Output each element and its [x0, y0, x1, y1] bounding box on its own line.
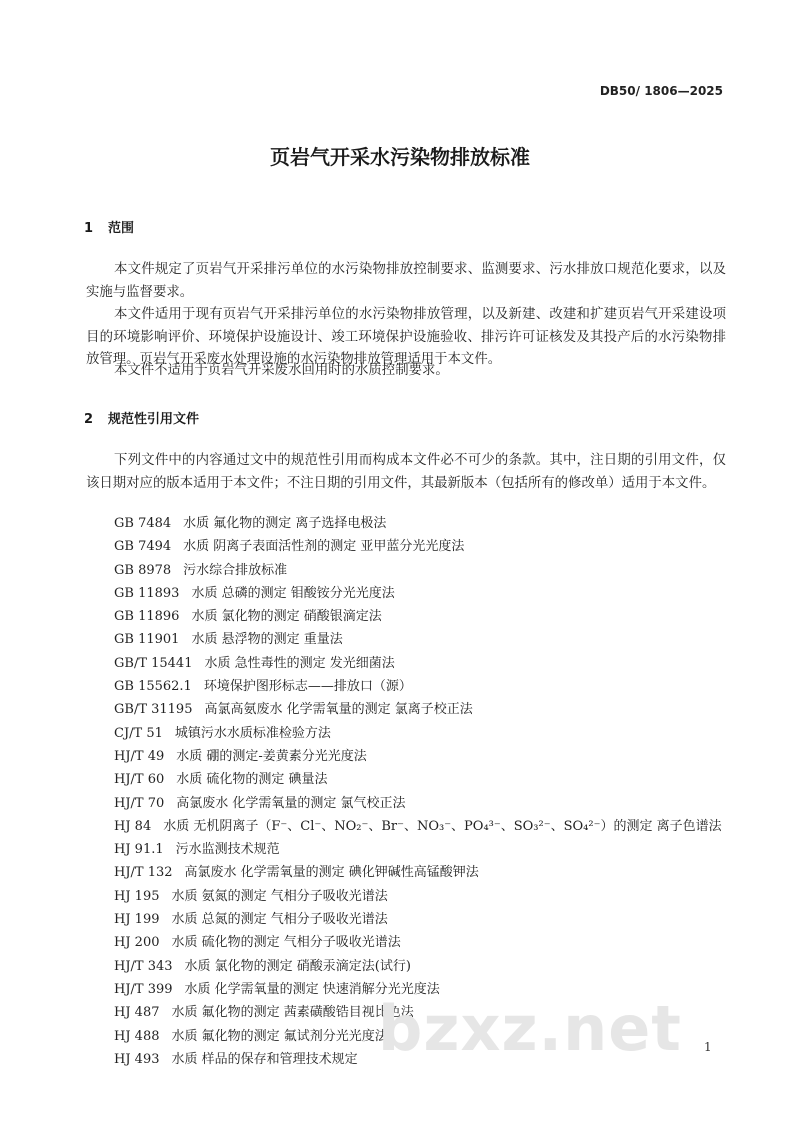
- reference-title: 水质 氟化物的测定 氟试剂分光光度法: [171, 1028, 388, 1044]
- reference-title: 高氯高氨废水 化学需氧量的测定 氯离子校正法: [204, 702, 473, 718]
- reference-code: CJ/T 51: [114, 725, 163, 741]
- reference-title: 高氯废水 化学需氧量的测定 碘化钾碱性高锰酸钾法: [184, 865, 479, 881]
- reference-item: [114, 535, 734, 558]
- reference-code: GB/T 31195: [114, 702, 193, 718]
- reference-title: 环境保护图形标志——排放口（源）: [203, 679, 412, 695]
- section-1-title: 范围: [108, 221, 135, 236]
- reference-title: 水质 硼的测定-姜黄素分光光度法: [176, 748, 367, 764]
- reference-title: 水质 悬浮物的测定 重量法: [191, 632, 343, 648]
- reference-title: 水质 阴离子表面活性剂的测定 亚甲蓝分光光度法: [183, 539, 465, 555]
- reference-item: [114, 931, 734, 954]
- reference-code: HJ/T 49: [114, 748, 165, 764]
- reference-title: 水质 硫化物的测定 气相分子吸收光谱法: [171, 935, 401, 951]
- page-number: 1: [704, 1040, 712, 1054]
- section-2-intro: 下列文件中的内容通过文中的规范性引用而构成本文件必不可少的条款。其中，注日期的引用文件，仅该日期对应的版本适用于本文件；不注日期的引用文件，其最新版本（包括所有的修改单）适用于本文件。: [86, 453, 726, 491]
- reference-title: 污水监测技术规范: [175, 842, 280, 858]
- section-2-number: 2: [84, 412, 94, 427]
- reference-title: 高氯废水 化学需氧量的测定 氯气校正法: [176, 795, 406, 811]
- reference-item: [114, 745, 734, 768]
- section-2-title: 规范性引用文件: [108, 412, 200, 427]
- reference-item: [114, 605, 734, 628]
- watermark: bzxz.net: [378, 992, 682, 1065]
- reference-item: [114, 559, 734, 582]
- reference-code: GB 15562.1: [114, 679, 192, 695]
- reference-title: 城镇污水水质标准检验方法: [174, 725, 331, 741]
- reference-code: HJ/T 60: [114, 772, 165, 788]
- reference-code: GB 11901: [114, 632, 180, 648]
- reference-title: 水质 硫化物的测定 碘量法: [176, 772, 328, 788]
- reference-code: HJ 199: [114, 912, 160, 928]
- reference-item: [114, 792, 734, 815]
- reference-code: HJ 84: [114, 818, 152, 834]
- reference-code: GB 7484: [114, 516, 172, 531]
- reference-title: 水质 氯化物的测定 硝酸银滴定法: [191, 609, 382, 625]
- reference-title: 水质 总磷的测定 钼酸铵分光光度法: [191, 585, 395, 601]
- reference-item: [114, 722, 734, 745]
- reference-title: 水质 氨氮的测定 气相分子吸收光谱法: [171, 888, 388, 904]
- reference-code: HJ 487: [114, 1005, 160, 1021]
- reference-item: [114, 698, 734, 721]
- reference-code: HJ/T 132: [114, 865, 173, 881]
- section-1-paragraph-1: 本文件规定了页岩气开采排污单位的水污染物排放控制要求、监测要求、污水排放口规范化要求，以及实施与监督要求。: [86, 262, 726, 300]
- reference-code: HJ 195: [114, 888, 160, 904]
- section-1-heading: [84, 217, 134, 236]
- reference-title: 水质 急性毒性的测定 发光细菌法: [204, 655, 395, 671]
- reference-code: HJ 493: [114, 1051, 160, 1067]
- reference-item: [114, 861, 734, 884]
- reference-item: [114, 628, 734, 651]
- reference-title: 水质 总氮的测定 气相分子吸收光谱法: [171, 912, 388, 928]
- reference-code: GB 7494: [114, 539, 172, 555]
- reference-code: HJ/T 343: [114, 958, 173, 974]
- reference-title: 水质 无机阴离子（F⁻、Cl⁻、NO₂⁻、Br⁻、NO₃⁻、PO₄³⁻、SO₃²⁻、SO₄²⁻）的测定 离子色谱法: [163, 818, 722, 834]
- reference-item: [114, 908, 734, 931]
- reference-item: [114, 652, 734, 675]
- reference-title: 水质 化学需氧量的测定 快速消解分光光度法: [184, 981, 440, 997]
- document-title: 页岩气开采水污染物排放标准: [270, 145, 530, 169]
- section-1-paragraph-3: 本文件不适用于页岩气开采废水回用时的水质控制要求。: [114, 363, 449, 378]
- reference-code: GB 11893: [114, 585, 180, 601]
- reference-item: [114, 675, 734, 698]
- reference-item: [114, 512, 734, 535]
- reference-item: [114, 955, 734, 978]
- document-code: DB50/ 1806—2025: [599, 84, 723, 98]
- reference-item: [114, 582, 734, 605]
- reference-code: GB 8978: [114, 562, 172, 578]
- section-1-number: 1: [84, 221, 94, 236]
- reference-title: 水质 样品的保存和管理技术规定: [171, 1051, 358, 1067]
- reference-item: [114, 885, 734, 908]
- reference-item: [114, 768, 734, 791]
- reference-item: [114, 838, 734, 861]
- reference-code: GB/T 15441: [114, 655, 193, 671]
- reference-code: HJ/T 70: [114, 795, 165, 811]
- reference-title: 水质 氟化物的测定 茜素磺酸锆目视比色法: [171, 1005, 414, 1021]
- reference-code: HJ 91.1: [114, 842, 164, 858]
- reference-title: 水质 氯化物的测定 硝酸汞滴定法(试行): [184, 958, 411, 974]
- reference-code: HJ 488: [114, 1028, 160, 1044]
- reference-title: 水质 氟化物的测定 离子选择电极法: [183, 516, 387, 531]
- reference-code: GB 11896: [114, 609, 180, 625]
- reference-item: [114, 815, 734, 838]
- reference-title: 污水综合排放标准: [183, 562, 288, 578]
- reference-list: [114, 512, 734, 1071]
- section-1-paragraph-2: 本文件适用于现有页岩气开采排污单位的水污染物排放管理，以及新建、改建和扩建页岩气开采建设项目的环境影响评价、环境保护设施设计、竣工环境保护设施验收、排污许可证核发及其投产后的水污染物排放管理。页岩气开采废水处理设施的水污染物排放管理适用于本文件。: [86, 307, 726, 367]
- reference-code: HJ/T 399: [114, 981, 173, 997]
- reference-code: HJ 200: [114, 935, 160, 951]
- section-2-heading: [84, 408, 199, 427]
